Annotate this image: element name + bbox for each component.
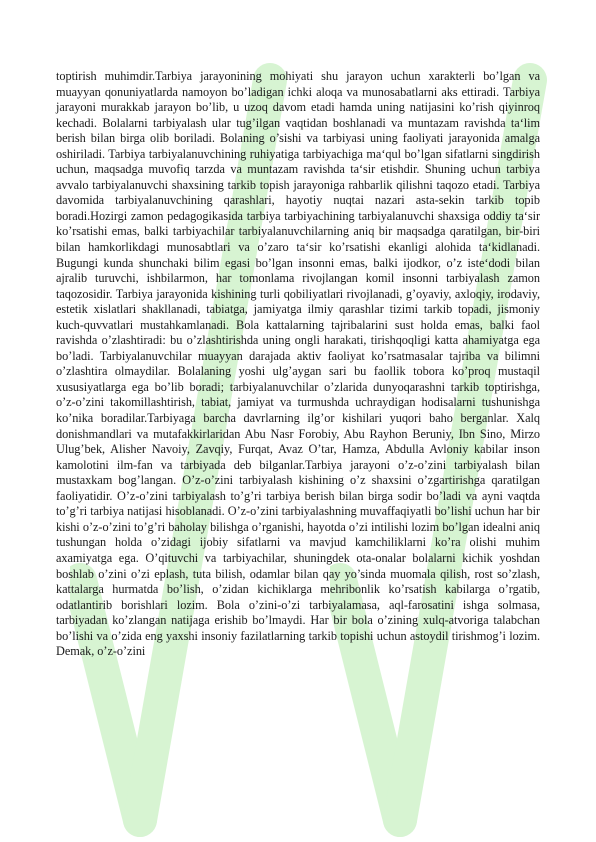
body-text-block xyxy=(56,69,540,660)
body-paragraph: toptirish muhimdir.Tarbiya jarayonining mohiyati shu jarayon uchun xarakterli bo’lgan va muayyan qonuniyatlarda namoyon bo’ladigan ichki aloqa va munosabatlarni aks ettiradi. Tarbiya jarayoni murakkab jarayon bo’lib, u uzoq davom etadi hamda uning natijasini ko’rish qiyinroq kechadi. Bolalarni tarbiyalash ular tug’ilgan vaqtidan boshlanadi va muntazam ravishda ta‘lim berish bilan birga olib boriladi. Bolaning o’sishi va tarbiyasi uning faoliyati jarayonida amalga oshiriladi. Tarbiya tarbiyalanuvchining ruhiyatiga tarbiyachiga ma‘qul bo’lgan sifatlarni singdirish uchun, maqsadga muvofiq tarzda va muntazam ravishda ta‘sir etishdir. Shuning uchun tarbiya avvalo tarbiyalanuvchi shaxsining tarkib topish jarayoniga rahbarlik qilishni taqozo etadi. Tarbiya davomida tarbiyalanuvchining qarashlari, hayotiy nuqtai nazari asta-sekin tarkib topib boradi.Hozirgi zamon pedagogikasida tarbiya tarbiyachining tarbiyalanuvchi shaxsiga oddiy ta‘sir ko’rsatishi emas, balki tarbiyachilar tarbiyalanuvchilarning aniq bir maqsadga qaratilgan, bir-biri bilan hamkorlikdagi munosabtlari va o’zaro ta‘sir ko’rsatishi ekanligi alohida ta‘kidlanadi. Bugungi kunda shunchaki bilim egasi bo’lgan insonni emas, balki ijodkor, o’z iste‘dodi bilan ajralib turuvchi, ishbilarmon, har tomonlama rivojlangan komil insonni tarbiyalash zamon taqozosidir. Tarbiya jarayonida kishining turli qobiliyatlari rivojlanadi, g’oyaviy, axloqiy, irodaviy, estetik xislatlari shakllanadi, tabiatga, jamiyatga ilmiy qarashlar tizimi tarkib topadi, jismoniy kuch-quvvatlari mustahkamlanadi. Bola kattalarning tajribalarini sust holda emas, balki faol ravishda o’zlashtiradi: bu o’zlashtirishda uning ongli harakati, tirishqoqligi katta ahamiyatga ega bo’ladi. Tarbiyalanuvchilar muayyan darajada aktiv faoliyat ko’rsatmasalar tajriba va bilimni o’zlashtira olmaydilar. Bolalaning yoshi ulg’aygan sari bu faollik tobora ko’proq mustaqil xususiyatlarga ega bo’lib boradi; tarbiyalanuvchilar o’zlarida dunyoqarashni tarkib toptirishga, o’z-o’zini takomillashtirish, tabiat, jamiyat va turmushda uchraydigan hodisalarni tushunishga ko’nika boradilar.Tarbiyaga barcha davrlarning ilg’or kishilari yuqori baho berganlar. Xalq donishmandlari va mutafakkirlaridan Abu Nasr Forobiy, Abu Rayhon Beruniy, Ibn Sino, Mirzo Ulug’bek, Alisher Navoiy, Zavqiy, Furqat, Avaz O’tar, Hamza, Abdulla Avloniy kabilar inson kamolotini ilm-fan va tarbiyada deb bilganlar.Tarbiya jarayoni o’z-o’zini tarbiyalash bilan mustaxkam bog’langan. O’z-o’zini tarbiyalash kishining o’z shaxsini o’zgartirishga qaratilgan faoliyatidir. O’z-o’zini tarbiyalash to’g’ri tarbiya berish bilan birga sodir bo’ladi va ayni vaqtda to’g’ri tarbiya natijasi hisoblanadi. O’z-o’zini tarbiyalashning muvaffaqiyatli bo’lishi uchun har bir kishi o’z-o’zini to’g’ri baholay bilishga o’rganishi, hayotda o’zi intilishi lozim bo’lgan idealni aniq tushungan holda o’zidagi ijobiy sifatlarni va mavjud kamchiliklarni ko’ra olishi muhim axamiyatga ega. O’qituvchi va tarbiyachilar, shuningdek ota-onalar bolalarni kichik yoshdan boshlab o’zini o’zi eplash, tuta bilish, odamlar bilan qay yo’sinda muomala qilish, rost so’zlash, kattalarga hurmatda bo’lish, o’zidan kichiklarga mehribonlik ko’rsatish kabilarga o’rgatib, odatlantirib borishlari lozim. Bola o’zini-o’zi tarbiyalamasa, aql-farosatini ishga solmasa, tarbiyadan ko’zlangan natijaga erishib bo’lmaydi. Har bir bola o’zining xulq-atvoriga talabchan bo’lishi va o’zida eng yaxshi insoniy fazilatlarning tarkib topishi uchun astoydil tirishmog’i lozim. Demak, o’z-o’zini xyxy=(56,69,540,659)
